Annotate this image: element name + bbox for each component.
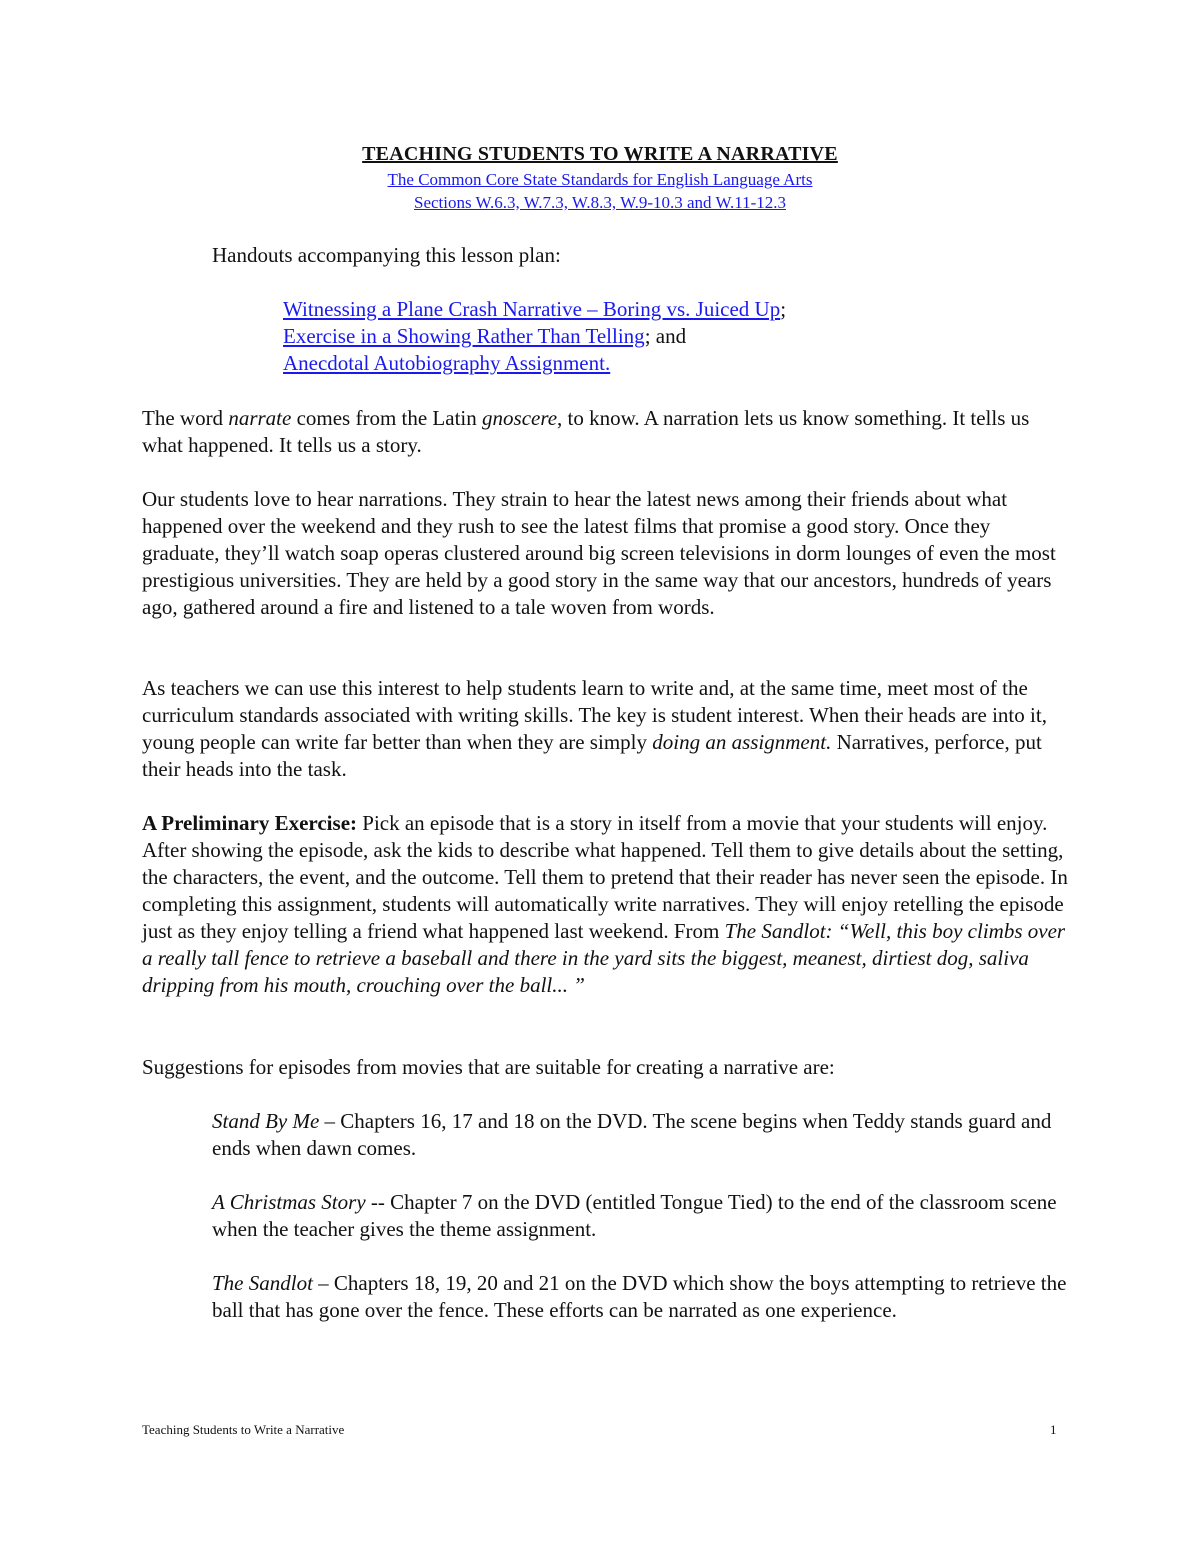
movie-item	[212, 1189, 1072, 1243]
movie-title: The Sandlot	[212, 1271, 313, 1295]
section-heading: A Preliminary Exercise:	[142, 811, 358, 835]
paragraph-suggestions: Suggestions for episodes from movies that are suitable for creating a narrative are:	[142, 1055, 835, 1079]
text-run: As teachers we can use this interest to help students learn to write and, at the same time, meet most of the curriculum standards associated with writing skills. The key is student interest. When their heads are into it, young people can write far better than when they are simply	[142, 676, 1047, 754]
movie-item	[212, 1270, 1072, 1324]
handout-link-autobiography[interactable]: Anecdotal Autobiography Assignment.	[283, 351, 611, 375]
page-number: 1	[1050, 1422, 1057, 1437]
emphasis: narrate	[228, 406, 292, 430]
movie-title: A Christmas Story	[212, 1190, 366, 1214]
handout-link-plane-crash[interactable]: Witnessing a Plane Crash Narrative – Boring vs. Juiced Up	[283, 297, 781, 321]
footer-title: Teaching Students to Write a Narrative	[142, 1422, 345, 1437]
handout-item	[283, 323, 786, 350]
handouts-label: Handouts accompanying this lesson plan:	[212, 243, 561, 267]
emphasis: gnoscere	[482, 406, 558, 430]
paragraph-narrate	[142, 405, 1072, 459]
paragraph-students-love: Our students love to hear narrations. They strain to hear the latest news among their friends about what happened over the weekend and they rush to see the latest films that promise a good story. Once they graduate, they’ll watch soap operas clustered around big screen televisions in dorm lounges of even the most prestigious universities. They are held by a good story in the same way that our ancestors, hundreds of years ago, gathered around a fire and listened to a tale woven from words.	[142, 487, 1056, 619]
handout-link-showing[interactable]: Exercise in a Showing Rather Than Telling	[283, 324, 645, 348]
movie-title: Stand By Me	[212, 1109, 320, 1133]
sections-link[interactable]: Sections W.6.3, W.7.3, W.8.3, W.9-10.3 and W.11-12.3	[414, 193, 786, 212]
paragraph-teachers	[142, 675, 1072, 783]
text-run: Pick an episode that is a story in itself from a movie that your students will enjoy. After showing the episode, ask the kids to describe what happened. Tell them to give details about the setting, the characters, the event, and the outcome. Tell them to pretend that their reader has never seen the episode. In completing this assignment, students will automatically write narratives. They will enjoy retelling the episode just as they enjoy telling a friend what happened last weekend. From	[142, 811, 1068, 943]
handout-separator: ;	[780, 297, 787, 321]
movie-description: – Chapters 18, 19, 20 and 21 on the DVD which show the boys attempting to retrieve the ball that has gone over the fence. These efforts can be narrated as one experience.	[212, 1271, 1067, 1322]
film-title: The Sandlot:	[724, 919, 833, 943]
movie-description: – Chapters 16, 17 and 18 on the DVD. The scene begins when Teddy stands guard and ends when dawn comes.	[212, 1109, 1052, 1160]
handouts-list	[283, 296, 786, 377]
handout-item	[283, 296, 786, 323]
paragraph-preliminary-exercise	[142, 810, 1072, 999]
text-run: The word	[142, 406, 229, 430]
emphasis: doing an assignment.	[652, 730, 832, 754]
text-run: comes from the Latin	[291, 406, 483, 430]
movie-item	[212, 1108, 1072, 1162]
page-title: TEACHING STUDENTS TO WRITE A NARRATIVE	[362, 143, 838, 165]
standards-link[interactable]: The Common Core State Standards for English Language Arts	[387, 170, 813, 189]
text-run: Narratives, perforce, put their heads into the task.	[142, 730, 1042, 781]
movie-description: -- Chapter 7 on the DVD (entitled Tongue Tied) to the end of the classroom scene when the teacher gives the theme assignment.	[212, 1190, 1057, 1241]
text-run: , to know. A narration lets us know something. It tells us what happened. It tells us a story.	[142, 406, 1030, 457]
handout-separator: ; and	[644, 324, 687, 348]
handout-item	[283, 350, 786, 377]
quote: “Well, this boy climbs over a really tall fence to retrieve a baseball and there in the yard sits the biggest, meanest, dirtiest dog, saliva dripping from his mouth, crouching over the ball... ”	[142, 919, 1066, 997]
